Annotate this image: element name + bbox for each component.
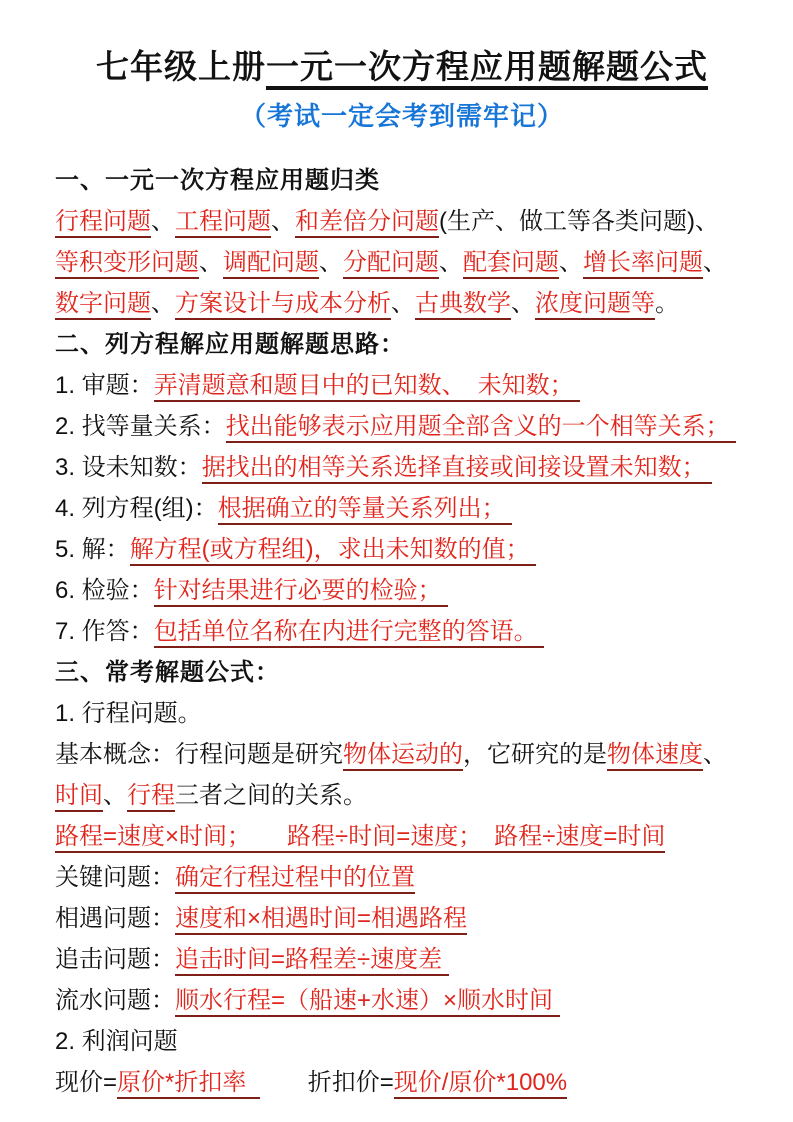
text-segment: 4. 列方程(组)： bbox=[55, 495, 218, 522]
step-6-jianyan bbox=[55, 570, 749, 611]
text-segment: 6. 检验： bbox=[55, 577, 154, 604]
text-segment: 包括单位名称在内进行完整的答语。 bbox=[154, 618, 545, 648]
text-segment: 、 bbox=[103, 782, 127, 809]
category-line-2 bbox=[55, 242, 749, 283]
text-segment: 浓度问题等 bbox=[535, 290, 655, 320]
text-segment: 增长率问题 bbox=[583, 249, 703, 279]
text-segment: 。 bbox=[655, 290, 679, 317]
text-segment: 行程问题 bbox=[55, 208, 151, 238]
text-segment: 现价/原价*100% bbox=[394, 1069, 567, 1099]
page-subtitle: （考试一定会考到需牢记） bbox=[239, 101, 564, 131]
text-segment: 物体速度 bbox=[607, 741, 703, 771]
text-segment: 基本概念：行程问题是研究 bbox=[55, 741, 343, 768]
text-segment: 针对结果进行必要的检验； bbox=[154, 577, 449, 607]
text-segment: 方案设计与成本分析 bbox=[175, 290, 391, 320]
text-segment: 1. 审题： bbox=[55, 372, 154, 399]
text-segment: 古典数学 bbox=[415, 290, 511, 320]
step-2-dengliang bbox=[55, 406, 749, 447]
text-segment: 三、常考解题公式： bbox=[55, 659, 280, 686]
key-problem-line bbox=[55, 857, 749, 898]
text-segment: 5. 解： bbox=[55, 536, 130, 563]
text-segment: 7. 作答： bbox=[55, 618, 154, 645]
text-segment: 、 bbox=[391, 290, 415, 317]
text-segment: 一、一元一次方程应用题归类 bbox=[55, 167, 380, 194]
text-segment: 关键问题： bbox=[55, 864, 175, 891]
text-segment: 、 bbox=[703, 249, 727, 276]
step-1-shenti bbox=[55, 365, 749, 406]
text-segment: 顺水行程=（船速+水速）×顺水时间 bbox=[175, 987, 560, 1017]
concept-line-2 bbox=[55, 775, 749, 816]
text-segment: 调配问题 bbox=[223, 249, 319, 279]
text-segment: 2. 找等量关系： bbox=[55, 413, 226, 440]
text-segment: 、 bbox=[319, 249, 343, 276]
text-segment: 工程问题 bbox=[175, 208, 271, 238]
text-segment: 时间 bbox=[55, 782, 103, 812]
category-line-1 bbox=[55, 201, 749, 242]
text-segment: 等积变形问题 bbox=[55, 249, 199, 279]
profit-formula-line bbox=[55, 1062, 749, 1103]
page-title bbox=[55, 46, 749, 88]
section-2-heading bbox=[55, 324, 749, 365]
text-segment: 、 bbox=[151, 290, 175, 317]
step-7-zuoda bbox=[55, 611, 749, 652]
text-segment: 折扣价= bbox=[259, 1069, 394, 1096]
text-segment: 现价= bbox=[55, 1069, 118, 1096]
text-segment: 速度和×相遇时间=相遇路程 bbox=[175, 905, 467, 935]
text-segment: 1. 行程问题。 bbox=[55, 700, 202, 727]
text-segment: 行程 bbox=[127, 782, 175, 812]
step-4-liefangcheng bbox=[55, 488, 749, 529]
text-segment: 、 bbox=[199, 249, 223, 276]
text-segment: 2. 利润问题 bbox=[55, 1028, 178, 1055]
text-segment: 弄清题意和题目中的已知数、 未知数； bbox=[154, 372, 581, 402]
page-title-prefix: 七年级上册 bbox=[96, 48, 266, 85]
section-1-heading bbox=[55, 160, 749, 201]
text-segment: 追击问题： bbox=[55, 946, 175, 973]
section-3-heading bbox=[55, 652, 749, 693]
category-line-3 bbox=[55, 283, 749, 324]
text-segment: 、 bbox=[703, 741, 727, 768]
stream-problem-line bbox=[55, 980, 749, 1021]
text-segment: 、 bbox=[511, 290, 535, 317]
text-segment: 、 bbox=[439, 249, 463, 276]
document-body bbox=[55, 160, 749, 1103]
text-segment: 找出能够表示应用题全部含义的一个相等关系； bbox=[226, 413, 737, 443]
topic-1-xingcheng bbox=[55, 693, 749, 734]
text-segment: 流水问题： bbox=[55, 987, 175, 1014]
text-segment: 分配问题 bbox=[343, 249, 439, 279]
concept-line-1 bbox=[55, 734, 749, 775]
text-segment: 解方程(或方程组)，求出未知数的值； bbox=[130, 536, 537, 566]
step-3-weizhishu bbox=[55, 447, 749, 488]
text-segment: 相遇问题： bbox=[55, 905, 175, 932]
formula-line bbox=[55, 816, 749, 857]
step-5-jie bbox=[55, 529, 749, 570]
meeting-problem-line bbox=[55, 898, 749, 939]
text-segment: 、 bbox=[151, 208, 175, 235]
topic-2-lirun bbox=[55, 1021, 749, 1062]
text-segment: 和差倍分问题 bbox=[295, 208, 439, 238]
text-segment: 原价*折扣率 bbox=[117, 1069, 260, 1099]
text-segment: 三者之间的关系。 bbox=[175, 782, 367, 809]
text-segment: 二、列方程解应用题解题思路： bbox=[55, 331, 405, 358]
text-segment: 3. 设未知数： bbox=[55, 454, 202, 481]
text-segment: 根据确立的等量关系列出； bbox=[218, 495, 513, 525]
page-title-underlined: 一元一次方程应用题解题公式 bbox=[266, 48, 708, 90]
chase-problem-line bbox=[55, 939, 749, 980]
text-segment: 追击时间=路程差÷速度差 bbox=[175, 946, 449, 976]
text-segment: 路程=速度×时间； 路程÷时间=速度； 路程÷速度=时间 bbox=[55, 823, 665, 853]
text-segment: ，它研究的是 bbox=[463, 741, 607, 768]
text-segment: 、 bbox=[271, 208, 295, 235]
text-segment: 物体运动的 bbox=[343, 741, 463, 771]
text-segment: 数字问题 bbox=[55, 290, 151, 320]
text-segment: (生产、做工等各类问题)、 bbox=[439, 208, 719, 235]
text-segment: 配套问题 bbox=[463, 249, 559, 279]
text-segment: 据找出的相等关系选择直接或间接设置未知数； bbox=[202, 454, 713, 484]
text-segment: 、 bbox=[559, 249, 583, 276]
text-segment: 确定行程过程中的位置 bbox=[175, 864, 415, 894]
